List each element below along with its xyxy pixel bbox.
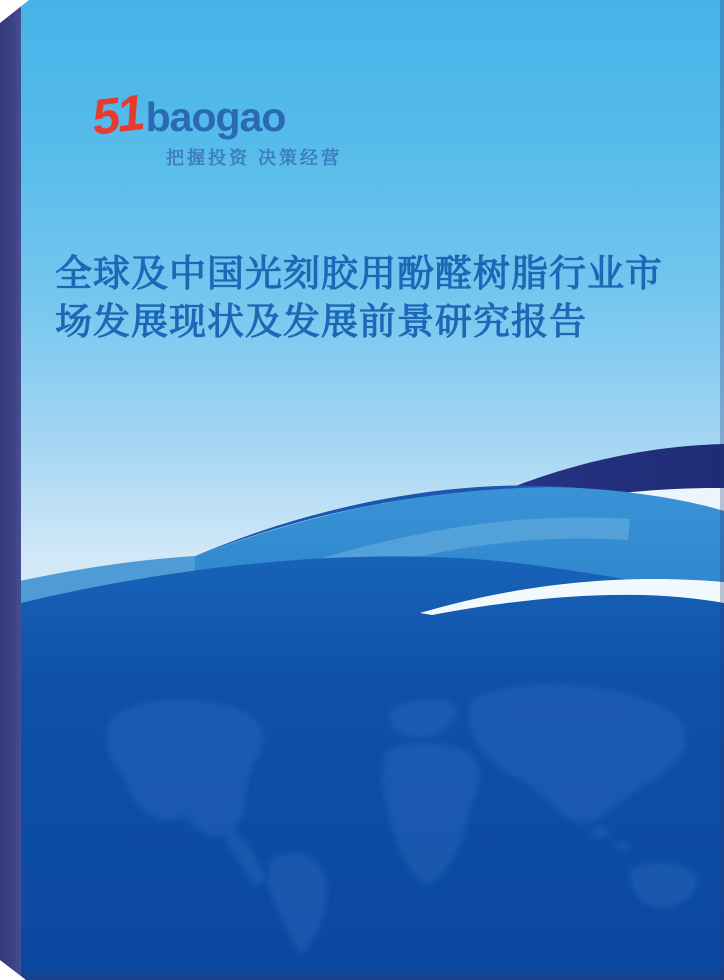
report-title xyxy=(55,250,685,346)
logo-prefix-51: 51 xyxy=(88,84,145,146)
logo xyxy=(88,84,343,170)
logo-name-baogao: baogao xyxy=(145,94,286,140)
bottom-strip xyxy=(0,973,724,980)
logo-wordmark xyxy=(88,84,342,146)
right-edge-shade xyxy=(720,0,724,980)
logo-slogan: 把握投资 决策经营 xyxy=(166,148,343,168)
report-title-line2: 场发展现状及发展前景研究报告 xyxy=(55,301,587,342)
spine-bar xyxy=(0,0,21,980)
report-title-line1: 全球及中国光刻胶用酚醛树脂行业市 xyxy=(55,253,663,294)
